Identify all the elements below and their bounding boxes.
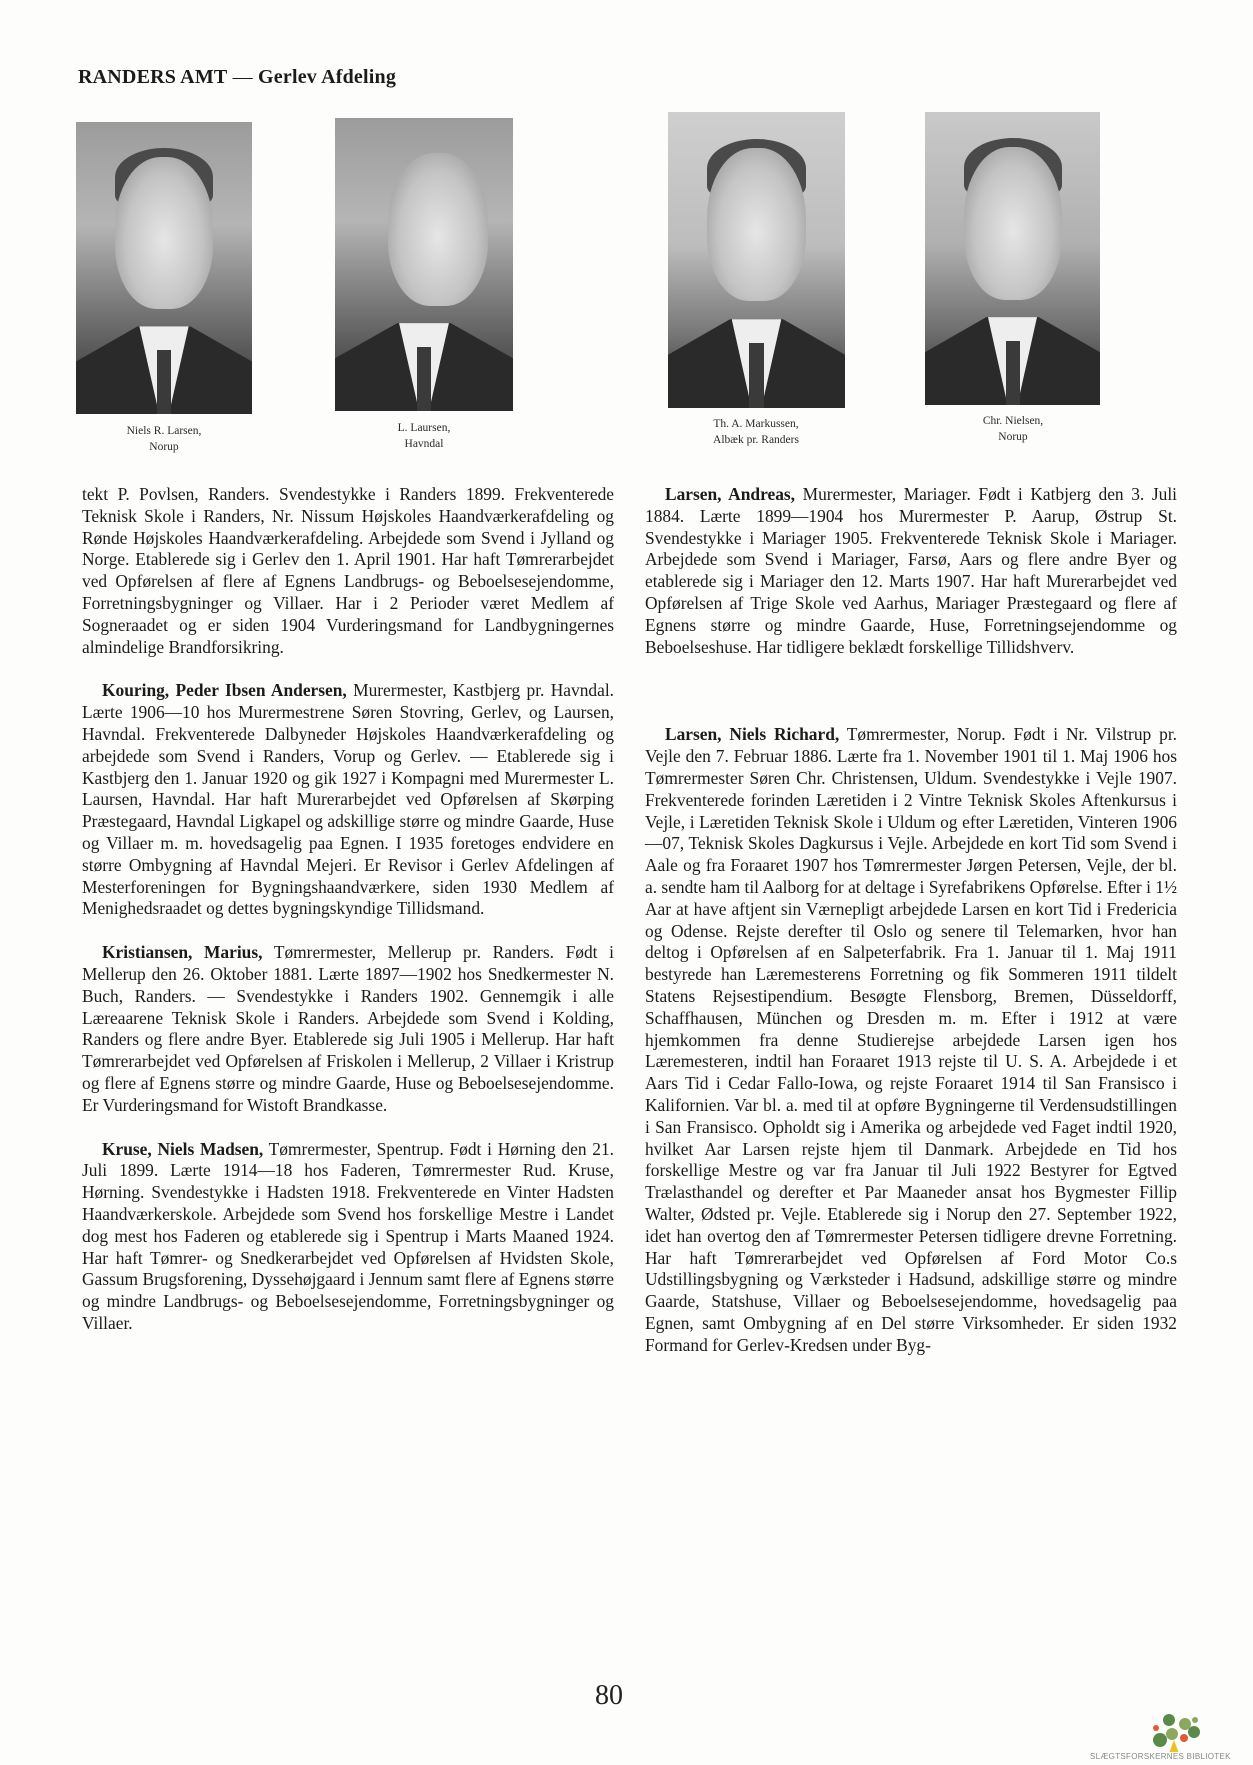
photo-caption bbox=[913, 413, 1113, 445]
biography-entry bbox=[645, 484, 1177, 658]
caption-name: Chr. Nielsen, bbox=[982, 415, 1044, 427]
caption-place: Albæk pr. Randers bbox=[713, 434, 799, 446]
continuation-text: tekt P. Povlsen, Randers. Svendestykke i Randers 1899. Frekventerede Teknisk Skole i Randers, Nr. Nissum Højskoles Haandværkerafdeling og Rønde Højskoles Haandværkerafdeling. Arbejdede som Svend i Jylland og Norge. Etablerede sig i Gerlev den 1. April 1901. Har haft Tømrerarbejdet ved Opførelsen af flere af Egnens Landbrugs- og Beboelsesejendomme, Forretningsbygninger og Villaer. Har i 2 Perioder været Medlem af Sogneraadet og er siden 1904 Vurderingsmand for Landbygningernes almindelige Brandforsikring. bbox=[82, 484, 614, 657]
entry-name: Larsen, Andreas, bbox=[665, 484, 796, 504]
portrait-photo bbox=[668, 112, 845, 408]
entry-name: Larsen, Niels Richard, bbox=[665, 724, 840, 745]
entry-text: Tømrermester, Mellerup pr. Randers. Født i Mellerup den 26. Oktober 1881. Lærte 1897—1902 hos Snedkermester N. Buch, Randers. — Svendestykke i Randers 1902. Gennemgik i alle Læreaarene Teknisk Skole i Randers. Arbejdede som Svend i Kolding, Randers og flere andre Byer. Etablerede sig Juli 1905 i Mellerup. Har haft Tømrerarbejdet ved Opførelsen af Friskolen i Mellerup, 2 Villaer i Kristrup og flere af Egnens større og mindre Gaarde, Huse og Beboelsesejendomme. Er Vurderingsmand for Wistoft Brandkasse. bbox=[82, 942, 615, 1115]
entry-text: Tømrermester, Norup. Født i Nr. Vilstrup pr. Vejle den 7. Februar 1886. Lærte fra 1. November 1901 til 1. Maj 1906 hos Tømrermester Søren Chr. Christensen, Uldum. Svendestykke i Vejle 1907. Frekventerede forinden Læretiden i 2 Vintre Teknisk Skoles Aftenkursus i Vejle, i Læretiden Teknisk Skole i Uldum og efter Læretiden, Vinteren 1906—07, Teknisk Skoles Dagkursus i Vejle. Arbejdede en kort Tid som Svend i Aale og fra Foraaret 1907 hos Tømrermester Jørgen Petersen, Vejle, der bl. a. sendte ham til Aalborg for at deltage i Syrefabrikens Opførelse. Efter i 1½ Aar at have aftjent sin Værnepligt arbejdede Larsen en kort Tid i Fredericia og Odense. Rejste derefter til Oslo og senere til Telemarken, hvor han deltog i Opførelsen af en Salpeterfabrik. Fra 1. Januar til 1. Maj 1911 bestyrede han Læremesterens Forretning og fik Sommeren 1911 tildelt Statens Rejsestipendium. Besøgte Flensborg, Bremen, Düsseldorff, Schaffhausen, München og Dresden m. m. Efter i 1912 at være hjemkommen fra denne Studierejse arbejdede Larsen igen hos Læremesteren, indtil han Foraaret 1913 rejste til U. S. A. Arbejdede i et Aars Tid i Cedar Fallo-Iowa, og rejste Foraaret 1914 til San Fransisco i Kalifornien. Var bl. a. med til at opføre Bygningerne til Verdensudstillingen i San Fransisco. Opholdt sig i Amerika og arbejdede ved Faget indtil 1920, hvilket Aar Larsen rejste hjem til Danmark. Arbejdede en Tid hos forskellige Mestre og var fra Januar til Juli 1922 Bestyrer for Egtved Trælasthandel og derefter et Par Maaneder ansat hos Bygmester Fillip Walter, Ødsted pr. Vejle. Etablerede sig i Norup den 27. September 1922, idet han overtog den af Tømrermester Petersen tidligere drevne Forretning. Har haft Tømrerarbejdet ved Opførelsen af Ford Motor Co.s Udstillingsbygning og Værksteder i Hadsund, adskillige større og mindre Gaarde, Statshuse, Villaer og Beboelsesejendomme, hovedsagelig paa Egnen, samt Ombygning af en Del større Virksomheder. Er siden 1932 Formand for Gerlev-Kredsen under Byg- bbox=[645, 724, 1177, 1355]
entry-name: Kruse, Niels Madsen, bbox=[102, 1138, 264, 1159]
page-header bbox=[78, 66, 396, 89]
left-column bbox=[82, 484, 614, 1335]
biography-entry bbox=[82, 680, 614, 920]
portrait-photo bbox=[925, 112, 1100, 405]
page-number: 80 bbox=[595, 1680, 623, 1711]
photo-caption bbox=[64, 423, 264, 455]
photo-caption bbox=[324, 420, 524, 452]
entry-text: Tømrermester, Spentrup. Født i Hørning den 21. Juli 1899. Lærte 1914—18 hos Faderen, Tømrermester Rud. Kruse, Hørning. Svendestykke i Hadsten 1918. Frekventerede en Vinter Hadsten Haandværkerskole. Arbejdede som Svend hos forskellige Mestre i Landet dog mest hos Faderen og etablerede sig i Spentrup i Marts Maaned 1924. Har haft Tømrer- og Snedkerarbejdet ved Opførelsen af Hvidsten Skole, Gassum Brugsforening, Dyssehøjgaard i Jennum samt flere af Egnens større og mindre Landbrugs- og Beboelsesejendomme, Forretningsbygninger og Villaer. bbox=[82, 1138, 614, 1333]
entry-name: Kristiansen, Marius, bbox=[102, 942, 263, 963]
portrait-photo bbox=[76, 122, 252, 414]
caption-place: Norup bbox=[149, 441, 179, 453]
biography-entry bbox=[645, 724, 1177, 1356]
biography-entry bbox=[82, 1139, 614, 1335]
logo-text: SLÆGTSFORSKERNES BIBLIOTEK bbox=[1090, 1752, 1231, 1761]
caption-name: Th. A. Markussen, bbox=[713, 418, 799, 430]
header-dash: — bbox=[227, 66, 259, 88]
right-column bbox=[645, 484, 1177, 1356]
entry-name: Kouring, Peder Ibsen Andersen, bbox=[102, 680, 347, 701]
caption-place: Havndal bbox=[404, 438, 444, 450]
biography-entry bbox=[82, 942, 614, 1116]
caption-name: Niels R. Larsen, bbox=[126, 425, 202, 437]
caption-name: L. Laursen, bbox=[397, 422, 451, 434]
header-subtitle: Gerlev Afdeling bbox=[258, 66, 397, 88]
entry-text: Murermester, Mariager. Født i Katbjerg den 3. Juli 1884. Lærte 1899—1904 hos Murermester P. Aarup, Østrup St. Svendestykke i Mariager 1905. Frekventerede Teknisk Skole i Mariager. Arbejdede som Svend i Mariager, Farsø, Aars og flere andre Byer og etablerede sig i Mariager den 12. Marts 1907. Har haft Murerarbejdet ved Opførelsen af Trige Skole ved Aarhus, Mariager Præstegaard og flere af Egnens større og mindre Gaarde, Huse, Forretningsejendomme og Beboelseshuse. Har tidligere beklædt forskellige Tillidshverv. bbox=[645, 484, 1177, 657]
portrait-photo bbox=[335, 118, 513, 411]
header-title: RANDERS AMT bbox=[78, 66, 228, 88]
library-logo bbox=[1090, 1712, 1250, 1764]
caption-place: Norup bbox=[998, 431, 1028, 443]
tree-logo-icon bbox=[1090, 1712, 1250, 1752]
entry-text: Murermester, Kastbjerg pr. Havndal. Lærte 1906—10 hos Murermestrene Søren Stovring, Gerlev, og Laursen, Havndal. Frekventerede Dalbyneder Højskoles Haandværkerafdeling og arbejdede som Svend i Randers, Vorup og Gerlev. — Etablerede sig i Kastbjerg den 1. Januar 1920 og gik 1927 i Kompagni med Murermester L. Laursen, Havndal. Har haft Murerarbejdet ved Opførelsen af Skørping Præstegaard, Havndal Ligkapel og adskillige større og mindre Gaarde, Huse og Villaer m. m. hovedsagelig paa Egnen. I 1935 foretoges endvidere en større Ombygning af Havndal Mejeri. Er Revisor i Gerlev Afdelingen af Mesterforeningen for Bygningshaandværkere, siden 1930 Medlem af Menighedsraadet og dettes bygningskyndige Tillidsmand. bbox=[82, 680, 614, 919]
photo-caption bbox=[656, 416, 856, 448]
